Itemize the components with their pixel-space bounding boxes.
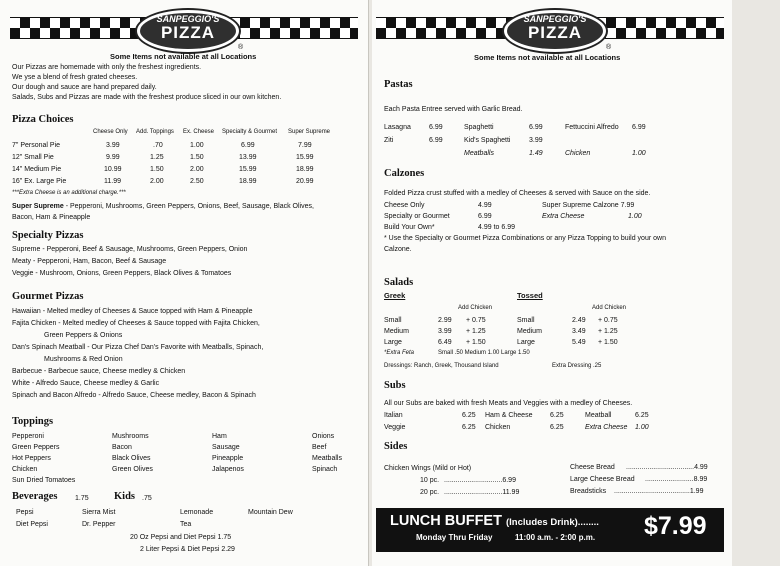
toppings-heading: Toppings bbox=[12, 416, 54, 427]
intro-line: Salads, Subs and Pizzas are made with the freshest produce sliced in our own kitchen. bbox=[12, 94, 282, 101]
lunch-hours: 11:00 a.m. - 2:00 p.m. bbox=[515, 533, 596, 542]
salad-size: Medium bbox=[517, 328, 542, 335]
calzone-price: 6.99 bbox=[478, 213, 492, 220]
pizza-choices-heading: Pizza Choices bbox=[12, 114, 74, 125]
gourmet-heading: Gourmet Pizzas bbox=[12, 291, 84, 302]
gourmet-line: Fajita Chicken - Melted medley of Cheeses & Sauce topped with Fajita Chicken, bbox=[12, 320, 260, 327]
calzone-name: Cheese Only bbox=[384, 202, 425, 209]
sub-name: Italian bbox=[384, 412, 403, 419]
lunch-buffet-banner bbox=[376, 508, 724, 552]
extra-cheese-note: ***Extra Cheese is an additional charge.*** bbox=[12, 190, 126, 196]
sub-price: 6.25 bbox=[635, 412, 649, 419]
salad-add: + 0.75 bbox=[466, 317, 486, 324]
lunch-days: Monday Thru Friday bbox=[416, 533, 493, 542]
pasta-addon: Chicken bbox=[565, 150, 591, 157]
sub-price: 6.25 bbox=[550, 412, 564, 419]
wings-10pc-price: ..............................6.99 bbox=[444, 477, 516, 484]
salad-price: 6.49 bbox=[438, 339, 452, 346]
salad-add: + 1.25 bbox=[466, 328, 486, 335]
pasta-name: Spaghetti bbox=[464, 124, 494, 131]
beverage-item: Tea bbox=[180, 521, 192, 528]
col-header: Specialty & Gourmet bbox=[222, 129, 278, 135]
add-chicken-label: Add Chicken bbox=[592, 305, 627, 311]
pasta-addon-price: 1.00 bbox=[632, 150, 646, 157]
sanpeggios-logo bbox=[135, 8, 244, 54]
topping-item: Spinach bbox=[312, 466, 338, 473]
sanpeggios-logo bbox=[502, 8, 608, 54]
salads-heading: Salads bbox=[384, 277, 414, 288]
topping-item: Hot Peppers bbox=[12, 455, 51, 462]
topping-item: Pineapple bbox=[212, 455, 244, 462]
sub-price: 6.25 bbox=[462, 412, 476, 419]
topping-item: Green Olives bbox=[112, 466, 153, 473]
calzone-super: Super Supreme Calzone 7.99 bbox=[542, 202, 635, 209]
topping-item: Meatballs bbox=[312, 455, 342, 462]
calzone-price: 4.99 to 6.99 bbox=[478, 224, 515, 231]
beverage-item: Sierra Mist bbox=[82, 509, 116, 516]
beverage-extra: 20 Oz Pepsi and Diet Pepsi 1.75 bbox=[130, 534, 232, 541]
pasta-addon-price: 1.49 bbox=[529, 150, 543, 157]
calzone-name: Build Your Own* bbox=[384, 224, 435, 231]
pasta-price: 6.99 bbox=[632, 124, 646, 131]
beverages-heading: Beverages bbox=[12, 491, 58, 502]
extra-feta-label: *Extra Feta bbox=[384, 350, 415, 356]
sub-name: Ham & Cheese bbox=[485, 412, 533, 419]
salad-size: Large bbox=[384, 339, 402, 346]
salad-price: 2.49 bbox=[572, 317, 586, 324]
logo-pizza: PIZZA bbox=[160, 23, 216, 42]
topping-item: Sausage bbox=[212, 444, 240, 451]
salad-price: 3.49 bbox=[572, 328, 586, 335]
col-header: Add. Toppings bbox=[136, 129, 174, 135]
super-supreme-line: Super Supreme - Pepperoni, Mushrooms, Green Peppers, Onions, Beef, Sausage, Black Olives, bbox=[12, 203, 314, 210]
sub-name: Chicken bbox=[485, 424, 511, 431]
sub-extra-price: 1.00 bbox=[635, 424, 649, 431]
beverage-price: 1.75 bbox=[75, 495, 89, 502]
cheese-bread-price: ...................................4.99 bbox=[626, 464, 708, 471]
wings-20pc-price: ..............................11.99 bbox=[444, 489, 520, 496]
beverage-item: Lemonade bbox=[180, 509, 214, 516]
salad-price: 5.49 bbox=[572, 339, 586, 346]
large-cheese-bread: Large Cheese Bread bbox=[570, 476, 635, 483]
pastas-heading: Pastas bbox=[384, 79, 413, 90]
super-supreme-line: Bacon, Ham & Pineapple bbox=[12, 214, 91, 221]
pasta-price: 3.99 bbox=[529, 137, 543, 144]
intro-line: We yse a blend of fresh grated cheeses. bbox=[12, 74, 138, 81]
calzones-heading: Calzones bbox=[384, 168, 425, 179]
beverage-item: Pepsi bbox=[16, 509, 34, 516]
calzone-note: * Use the Specialty or Gourmet Pizza Combinations or any Pizza Topping to build your own bbox=[384, 235, 666, 242]
large-cheese-bread-price: .........................8.99 bbox=[645, 476, 708, 483]
logo-brand: SANPEGGIO'S bbox=[156, 14, 220, 24]
sub-price: 6.25 bbox=[462, 424, 476, 431]
gourmet-line: Hawaiian - Melted medley of Cheeses & Sauce topped with Ham & Pineapple bbox=[12, 308, 253, 315]
greek-label: Greek bbox=[384, 291, 406, 300]
tossed-label: Tossed bbox=[517, 291, 543, 300]
calzones-intro: Folded Pizza crust stuffed with a medley of Cheeses & served with Sauce on the side. bbox=[384, 190, 651, 197]
topping-item: Sun Dried Tomatoes bbox=[12, 477, 76, 484]
salad-add: + 1.50 bbox=[466, 339, 486, 346]
salad-add: + 1.25 bbox=[598, 328, 618, 335]
gourmet-line: Green Peppers & Onions bbox=[44, 332, 123, 339]
sub-price: 6.25 bbox=[550, 424, 564, 431]
registered-mark: ® bbox=[238, 44, 244, 51]
extra-dressing: Extra Dressing .25 bbox=[552, 363, 602, 369]
calzone-name: Specialty or Gourmet bbox=[384, 213, 450, 220]
pasta-addon: Meatballs bbox=[464, 150, 494, 157]
pasta-name: Ziti bbox=[384, 137, 394, 144]
subs-intro: All our Subs are baked with fresh Meats and Veggies with a medley of Cheeses. bbox=[384, 400, 633, 407]
topping-item: Beef bbox=[312, 444, 327, 451]
sub-name: Veggie bbox=[384, 424, 406, 431]
col-header: Ex. Cheese bbox=[183, 129, 215, 135]
gourmet-line: Dan's Spinach Meatball - Our Pizza Chef Dan's Favorite with Meatballs, Spinach, bbox=[12, 344, 264, 351]
sides-heading: Sides bbox=[384, 441, 408, 452]
topping-item: Bacon bbox=[112, 444, 132, 451]
extra-feta-prices: Small .50 Medium 1.00 Large 1.50 bbox=[438, 350, 530, 356]
topping-item: Green Peppers bbox=[12, 444, 60, 451]
salad-size: Large bbox=[517, 339, 535, 346]
add-chicken-label: Add Chicken bbox=[458, 305, 493, 311]
pasta-name: Lasagna bbox=[384, 124, 411, 131]
calzone-extra-price: 1.00 bbox=[628, 213, 642, 220]
pasta-price: 6.99 bbox=[529, 124, 543, 131]
specialty-item: Supreme - Pepperoni, Beef & Sausage, Mushrooms, Green Peppers, Onion bbox=[12, 246, 248, 253]
gourmet-line: Barbecue - Barbecue sauce, Cheese medley & Chicken bbox=[12, 368, 186, 375]
topping-item: Pepperoni bbox=[12, 433, 44, 440]
breadsticks: Breadsticks bbox=[570, 488, 607, 495]
left-menu-page: SANPEGGIO'S PIZZA ® Some Items not available at all Locations Our Pizzas are homemade with only the freshest ingredients. We yse a blend of fresh grated cheeses. Our dough and sauce are hand prepared daily. Salads, Subs and Pizzas are made with the freshest produce sliced in our own kitchen. Pizza Choices Cheese Only Add. Toppings Ex. Cheese Specialty & Gourmet Super Supreme 7" Personal Pie 3.99 .70 1.00 6.99 7.99 12" Small Pie 9.99 1.25 1.50 13.99 15.99 14" Medium Pie 10.99 1.50 2.00 15.99 18.99 16" Ex. Large Pie 11.99 2.00 2.50 18.99 20.99 ***Extra Cheese is an additional charge.*** Super Supreme - Pepperoni, Mushrooms, Green Peppers, Onions, Beef, Sausage, Black Olives, Bacon, Ham & Pineapple Specialty Pizzas Supreme - Pepperoni, Beef & Sausage, Mushrooms, Green Peppers, Onion Meaty - Pepperoni, Ham, Bacon, Beef & Sausage Veggie - Mushroom, Onions, Green Peppers, Black Olives & Tomatoes Gourmet Pizzas Hawaiian - Melted medley of Cheeses & Sauce topped with Ham & Pineapple Fajita Chicken - Melted medley of Cheeses & Sauce topped with Fajita Chicken, Green Peppers & Onions Dan's Spinach Meatball - Our Pizza Chef Dan's Favorite with Meatballs, Spinach, Mushrooms & Red Onion Barbecue - Barbecue sauce, Cheese medley & Chicken White - Alfredo Sauce, Cheese medley & Garlic Spinach and Bacon Alfredo - Alfredo Sauce, Cheese medley, Bacon & Spinach Toppings Pepperoni Green Peppers Hot Peppers Chicken Sun Dried Tomatoes Mushrooms Bacon Black Olives Green Olives Ham Sausage Pineapple Jalapenos Onions Beef Meatballs Spinach Beverages 1.75 Kids .75 Pepsi Diet Pepsi Sierra Mist Dr. Pepper Lemonade Tea Mountain Dew 20 Oz Pepsi and Diet Pepsi 1.75 2 Liter Pepsi & Diet Pepsi 2.29 bbox=[0, 0, 369, 566]
col-header: Super Supreme bbox=[288, 129, 331, 135]
lunch-title: LUNCH BUFFET (Includes Drink)........ bbox=[390, 513, 599, 529]
salad-size: Small bbox=[384, 317, 402, 324]
kids-heading: Kids bbox=[114, 491, 136, 502]
topping-item: Onions bbox=[312, 433, 335, 440]
pasta-price: 6.99 bbox=[429, 137, 443, 144]
beverage-item: Diet Pepsi bbox=[16, 521, 48, 528]
intro-line: Our dough and sauce are hand prepared daily. bbox=[12, 84, 157, 91]
breadsticks-price: .......................................1.99 bbox=[614, 488, 704, 495]
calzone-price: 4.99 bbox=[478, 202, 492, 209]
logo-brand: SANPEGGIO'S bbox=[523, 14, 587, 24]
lunch-price: $7.99 bbox=[644, 512, 707, 540]
specialty-item: Veggie - Mushroom, Onions, Green Peppers, Black Olives & Tomatoes bbox=[12, 270, 232, 277]
sub-name: Meatball bbox=[585, 412, 612, 419]
calzone-extra-cheese: Extra Cheese bbox=[542, 213, 585, 220]
wings-20pc: 20 pc. bbox=[420, 489, 440, 496]
pastas-intro: Each Pasta Entree served with Garlic Bread. bbox=[384, 106, 523, 113]
salad-size: Small bbox=[517, 317, 535, 324]
col-header: Cheese Only bbox=[93, 129, 128, 135]
salad-size: Medium bbox=[384, 328, 409, 335]
beverage-item: Mountain Dew bbox=[248, 509, 293, 516]
specialty-heading: Specialty Pizzas bbox=[12, 230, 84, 241]
sub-extra-cheese: Extra Cheese bbox=[585, 424, 628, 431]
calzone-note: Calzone. bbox=[384, 246, 412, 253]
topping-item: Black Olives bbox=[112, 455, 151, 462]
intro-line: Our Pizzas are homemade with only the freshest ingredients. bbox=[12, 64, 202, 71]
topping-item: Mushrooms bbox=[112, 433, 149, 440]
beverage-extra: 2 Liter Pepsi & Diet Pepsi 2.29 bbox=[140, 546, 235, 553]
dressings: Dressings: Ranch, Greek, Thousand Island bbox=[384, 363, 499, 369]
cheese-bread: Cheese Bread bbox=[570, 464, 615, 471]
availability-notice: Some Items not available at all Locations bbox=[110, 52, 257, 61]
topping-item: Chicken bbox=[12, 466, 38, 473]
availability-notice: Some Items not available at all Locations bbox=[474, 53, 621, 62]
wings-10pc: 10 pc. bbox=[420, 477, 440, 484]
salad-add: + 1.50 bbox=[598, 339, 618, 346]
kids-price: .75 bbox=[142, 495, 152, 502]
salad-price: 2.99 bbox=[438, 317, 452, 324]
specialty-item: Meaty - Pepperoni, Ham, Bacon, Beef & Sausage bbox=[12, 258, 167, 265]
subs-heading: Subs bbox=[384, 380, 406, 391]
logo-pizza: PIZZA bbox=[527, 23, 583, 42]
pasta-price: 6.99 bbox=[429, 124, 443, 131]
gourmet-line: Spinach and Bacon Alfredo - Alfredo Sauce, Cheese medley, Bacon & Spinach bbox=[12, 392, 256, 399]
wings-label: Chicken Wings (Mild or Hot) bbox=[384, 465, 472, 472]
salad-price: 3.99 bbox=[438, 328, 452, 335]
salad-add: + 0.75 bbox=[598, 317, 618, 324]
registered-mark: ® bbox=[606, 44, 612, 51]
topping-item: Ham bbox=[212, 433, 227, 440]
gourmet-line: Mushrooms & Red Onion bbox=[44, 356, 123, 363]
pasta-name: Fettuccini Alfredo bbox=[565, 124, 619, 131]
beverage-item: Dr. Pepper bbox=[82, 521, 116, 528]
topping-item: Jalapenos bbox=[212, 466, 244, 473]
gourmet-line: White - Alfredo Sauce, Cheese medley & Garlic bbox=[12, 380, 160, 387]
pasta-name: Kid's Spaghetti bbox=[464, 137, 511, 144]
